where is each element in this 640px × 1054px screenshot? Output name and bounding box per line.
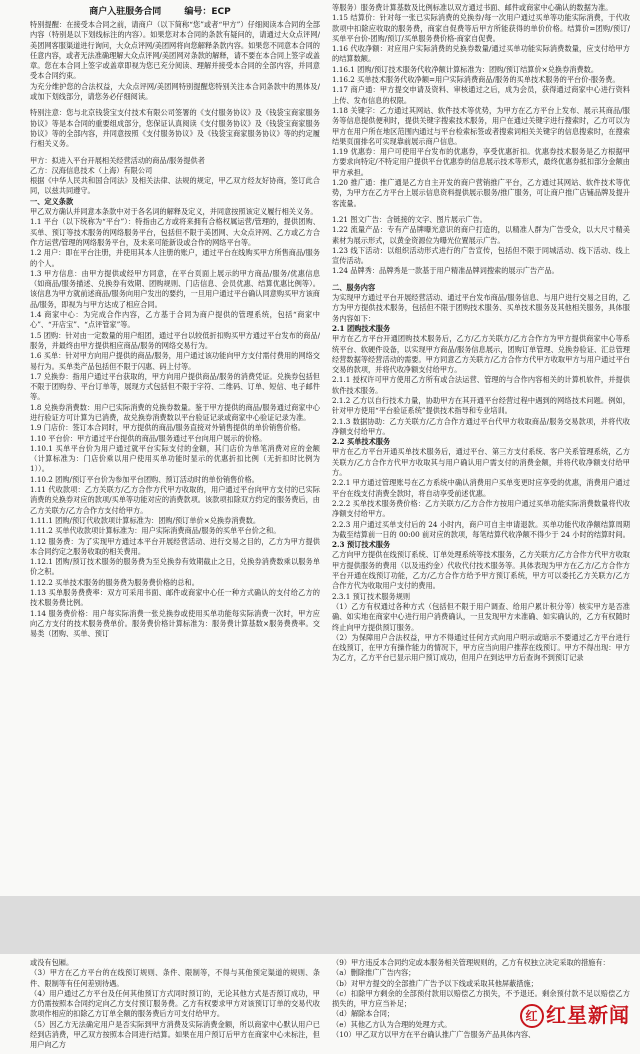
contract-paragraph: 1.2 用户：即在平台注册，并使用其本人注册的账户，通过平台在线购买甲方所售商品/服务的个人。 — [30, 248, 320, 268]
contract-paragraph: 特别提醒：在接受本合同之前，请商户（以下简称“您”或者“甲方”）仔细阅读本合同的全部内容（特别是以下划线标注的内容）。如果您对本合同的条款有疑问的，请通过大众点评网/美团网客服渠道进行询问，大众点评网/美团网将向您解释条款内容。如果您不同意本合同的任意内容，或者无法准确理解大众点评网/美团网对条款的解释，请不要在本合同上签字或盖章。您在本合同上签字或盖章即视为您已充分阅读、理解并接受本合同的全部内容，并同意受本合同约束。 — [30, 20, 320, 81]
contract-paragraph: 2.3.1 预订技术服务规则 — [332, 591, 411, 601]
contract-paragraph: 甲方在乙方平台开通团购技术服务后，乙方/乙方关联方/乙方合作方为甲方提供商家中心等系统平台、软硬件设备，以实现甲方商品/服务信息展示，团购订单管理、兑换券验证、汇总管理经营数据等经营活动的需要。甲方同意乙方关联方/乙方合作方代甲方收取甲方与用户通过平台交易的款项，并将代收净额支付给甲方。 — [332, 334, 630, 375]
contract-paragraph: 2.2 买单技术服务 — [332, 437, 391, 447]
contract-paragraph: 1.9 门店价：签订本合同时，甲方提供的商品/服务直接对外销售提供的单价销售价格。 — [30, 423, 305, 433]
contract-paragraph: （1）乙方有权通过各种方式（包括但不限于用户调查、给用户累计积分等）核实甲方是否准确、如实地在商家中心进行用户消费确认，一旦发现甲方未准确、如实确认的，乙方有权随时终止向甲方提供预订服务。 — [332, 601, 630, 632]
page1-right-column — [332, 3, 630, 893]
contract-paragraph: 1.24 品牌秀：品牌秀是一款基于用户精准品牌词搜索的展示广告产品。 — [332, 266, 559, 276]
contract-paragraph: 1.12 服务费：为了实现甲方通过本平台开展经营活动、进行交易之目的，乙方为甲方提供本合同约定之服务收取的相关费用。 — [30, 536, 320, 556]
contract-paragraph: 1.13 买单服务费费率：双方可采用书面、邮件或商家中心任一种方式确认的支付给乙方的技术服务费比例。 — [30, 588, 320, 608]
contract-paragraph: 1.23 线下活动：以组织活动形式进行的广告宣传，包括但不限于同城活动、线下活动、线上宣传活动。 — [332, 245, 630, 266]
contract-paragraph: 1.4 商家中心：为完成合作内容，乙方基于合同为商户提供的管理系统，包括“商家中心”、“开店宝”、“点评管家”等。 — [30, 310, 320, 330]
contract-paragraph: 1.7 兑换券：指用户通过平台获取的，甲方向用户提供商品/服务的消费凭证。兑换券包括但不限于团购券、平台订单等，展现方式包括但不限于字符、二维码、订单、短信、电子邮件等。 — [30, 371, 320, 402]
contract-paragraph: 1.1 平台（以下统称为“平台”）：特指由乙方或将来拥有合格权属运营/管理的，提供团购、买单、预订等技术服务的网络服务平台，包括但不限于美团网、大众点评网、乙方或乙方合作方运营/管理的网络服务平台，及未来可能新设或合作的网络平台等。 — [30, 217, 320, 247]
contract-paragraph: 1.5 团购：针对由一定数量的用户组团，通过平台以较低折扣购买甲方通过平台发布的商品/服务，并最终由甲方提供相应商品/服务的网络交易行为。 — [30, 330, 320, 350]
contract-paragraph: （9）甲方违反本合同约定或本服务相关管理规则的，乙方有权独立决定采取的措施有： — [332, 958, 610, 967]
contract-paragraph: 1.19 优惠券：用户可使用平台发布的优惠券，享受优惠折扣。优惠券技术服务是乙方根据甲方要求向特定/不特定用户提供平台优惠券的信息展示技术等形式，最终优惠券抵扣部分金额由甲方承担。 — [332, 147, 630, 177]
contract-paragraph: 或没有包厢。 — [30, 958, 74, 967]
page2-left-column — [30, 958, 320, 1054]
contract-paragraph: 1.16.1 团购/预订技术服务代收净额计算标准为：团购/预订结算价×兑换券消费数。 — [332, 64, 599, 74]
contract-paragraph: 等服务）服务费计算基数及比例标准以双方通过书面、邮件或商家中心确认的数据为准。 — [332, 3, 613, 12]
contract-paragraph: 2.2.2 买单技术服务费价格：乙方关联方/乙方合作方按用户通过买单功能实际消费数量将代收净额支付给甲方。 — [332, 498, 630, 519]
document-header — [10, 4, 310, 17]
contract-paragraph: 1.17 商户通：甲方提交申请及资料、审核通过之后，成为会员，获得通过商家中心进行资料上传、发布信息的权限。 — [332, 85, 630, 105]
contract-paragraph: 2.1.1 授权许可甲方使用乙方所有或合法运营、管理的与合作内容相关的计算机软件，并提供软件技术服务。 — [332, 375, 630, 395]
contract-paragraph: 为实现甲方通过平台开展经营活动、通过平台发布商品/服务信息、与用户进行交易之目的，乙方为甲方提供技术服务，包括但不限于团购技术服务、买单技术服务及其他相关服务，具体服务内容如下： — [332, 293, 630, 323]
contract-paragraph: 1.3 甲方信息：由甲方提供或经甲方同意，在平台页面上展示的甲方商品/服务/优惠信息（如商品/服务描述、兑换券有效期、团购规则、门店信息、会员优惠、结算优惠比例等）。该信息为甲方就前述商品/服务向用户发出的要约，一旦用户通过平台确认同意购买甲方该商品/服务，即视为与甲方达成了相应合同。 — [30, 268, 320, 309]
contract-paragraph: 1.16 代收净额：对应用户实际消费的兑换券数量/通过买单功能实际消费数量，应支付给甲方的结算数额。 — [332, 44, 630, 64]
contract-paragraph: 1.18 关键字：乙方通过其网站、软件技术等优势，为甲方在乙方平台上发布、展示其商品/服务等信息提供便利时，提供关键字搜索技术服务，用户在通过关键字进行搜索时，乙方可以为甲方在用户所在地区范围内通过与平台检索标签或者搜索词相关关键字的信息搜索时，在搜索结果页面排名可实现靠前展示商户信息。 — [332, 105, 630, 146]
contract-paragraph: （2）为保障用户合法权益，甲方不得通过任何方式向用户明示或暗示不要通过乙方平台进行在线预订，在甲方有操作能力的情况下，甲方应当向用户推荐在线预订。甲方不得出现：甲方为乙方，乙方平台已显示用户预订成功，但用户在到达甲方后查询不到预订记录 — [332, 632, 630, 663]
contract-number: 编号：ECP — [184, 7, 231, 17]
watermark-logo-icon: 红 — [520, 1004, 544, 1028]
contract-paragraph: 1.11.2 买单代收款项计算标准为：用户实际消费商品/服务的买单平台价之和。 — [30, 526, 281, 536]
contract-paragraph: 1.8 兑换券消费数：用户已实际消费的兑换券数量。鉴于甲方提供的商品/服务通过商家中心进行验证方可计算为已消费，故兑换券消费数以平台验证记录或商家中心验证记录为准。 — [30, 402, 320, 422]
contract-paragraph: 一、定义条款 — [30, 196, 74, 206]
contract-paragraph: 1.21 图文广告：含链接的文字、图片展示广告。 — [332, 214, 487, 224]
contract-title: 商户入驻服务合同 — [89, 7, 162, 17]
contract-paragraph: 1.10.1 买单平台价为用户通过就平台实际支付的金额，其门店价为单笔消费对应的金额（计算标准为：门店价乘以用户使用买单功能时显示的优惠折扣比例（无折扣时比例为 1））。 — [30, 443, 320, 474]
contract-paragraph: 1.6 买单：针对甲方向用户提供的商品/服务，用户通过该功能向甲方支付需付费用的网络交易行为。买单类产品包括但不限于闪惠、码上付等。 — [30, 351, 320, 371]
contract-paragraph: （a）删除推广广告内容； — [332, 968, 416, 978]
page1-left-column — [30, 20, 320, 893]
contract-paragraph: 甲乙双方确认并同意本条款中对于各名词的解释及定义，并同意按照该定义履行相关义务。 — [30, 207, 318, 217]
news-watermark — [520, 999, 630, 1029]
contract-paragraph: 1.20 推广通：推广通是乙方自主开发的商户营销推广平台，乙方通过其网站、软件技术等优势，为甲方在乙方平台上展示信息资料提供展示服务/推广服务，可让商户推广店铺品牌及提升客流量。 — [332, 178, 630, 208]
page-gap — [0, 896, 640, 954]
contract-paragraph: 1.15 结算价：针对每一张已实际消费的兑换券/每一次用户通过买单等功能实际消费，于代收款项中扣除应收取的服务费，商家自促费等后甲方所能获得的单价价格。结算价=团购/预订/买单平台价-团购/预订/买单服务费价格-商家自促费。 — [332, 13, 630, 43]
contract-paragraph: 1.16.2 买单技术服务代收净额=用户实际消费商品/服务的买单技术服务的平台价-服务费。 — [332, 75, 620, 85]
contract-paragraph: 1.14 服务费价格：用户每实际消费一张兑换券或使用买单功能每实际消费一次时，甲方应向乙方支付的技术服务费单价。服务费价格计算标准为：服务费计算基数×服务费费率。交易类（团购、买单、预订 — [30, 608, 320, 639]
contract-paragraph: 2.1.2 乙方以自行技术力量，协助甲方在其开通平台经营过程中遇到的网络技术问题。例如，针对甲方使用“平台验证系统”提供技术指导和专业培训。 — [332, 395, 630, 416]
contract-paragraph: 为充分维护您的合法权益，大众点评网/美团网特别提醒您特别关注本合同条款中的黑体及/或加下划线部分，请您务必仔细阅读。 — [30, 81, 320, 102]
contract-paragraph: 2.1 团购技术服务 — [332, 323, 391, 333]
contract-paragraph: 甲方：拟进入平台开展相关经营活动的商品/服务提供者 — [30, 155, 205, 165]
contract-paragraph: 2.3 预订技术服务 — [332, 540, 391, 550]
contract-paragraph: 特别注意：您与北京钱袋宝支付技术有限公司签署的《支付服务协议》及《钱袋宝商家服务协议》等是本合同的重要组成部分，您保证认真阅读《支付服务协议》及《钱袋宝商家服务协议》等的全部内容，并同意按照《支付服务协议》及《钱袋宝商家服务协议》等的约定履行相关义务。 — [30, 108, 320, 149]
contract-paragraph: （10）甲乙双方以甲方在平台确认推广广告服务产品具体内容、 — [332, 1030, 536, 1040]
contract-paragraph: 2.1.3 数据协助：乙方关联方/乙方合作方通过平台代甲方收取商品/服务交易款项，并将代收净额支付给甲方。 — [332, 416, 630, 436]
contract-paragraph: （e）其他乙方认为合理的处理方式。 — [332, 1019, 452, 1029]
contract-paragraph: 1.12.1 团购/预订技术服务的服务费为至兑换券有效期截止之日，兑换券消费数乘以服务单价之积。 — [30, 557, 320, 577]
contract-paragraph: 1.10 平台价：甲方通过平台提供的商品/服务通过平台向用户展示的价格。 — [30, 433, 267, 443]
contract-paragraph: （b）对甲方提交的全部推广广告予以下线或采取其他屏蔽措施； — [332, 978, 538, 988]
contract-paragraph: 二、服务内容 — [332, 282, 376, 292]
contract-paragraph: （d）解除本合同； — [332, 1009, 395, 1019]
contract-paragraph: 1.11 代收款项：乙方关联方/乙方合作方代甲方收取的，用户通过平台向甲方支付的已实际消费的兑换券对应的款项/买单等功能对应的消费款项。该款项扣除双方约定的服务费后，由乙方关联方/乙方合作方支付给甲方。 — [30, 485, 320, 515]
contract-paragraph: （5）因乙方无法确定用户是否实际到甲方消费及实际消费金额，所以商家中心默认用户已经到店消费，甲乙双方按照本合同进行结算。如果在用户预订后甲方在商家中心未标注，但用户向乙方 — [30, 1019, 320, 1050]
contract-paragraph: （4）用户通过乙方平台及任何其他预订方式同时预订的，无论其他方式是否预订成功，甲方仍需按照本合同约定向乙方支付预订服务费。乙方有权要求甲方对该预订订单的交易代收款项作相应的扣除乙方订单全额的服务费后方可支付给甲方。 — [30, 988, 320, 1019]
contract-paragraph: 1.12.2 买单技术服务的服务费为服务费价格的总和。 — [30, 577, 199, 587]
contract-paragraph: 乙方向甲方提供在线预订系统、订单处理系统等技术服务，乙方关联方/乙方合作方代甲方收取甲方提供服务的费用（以及违约金）代收代付技术服务等。具体表现为甲方在乙方/乙方合作方平台开通在线预订功能，乙方/乙方合作方给予甲方预订系统，甲方可以委托乙方关联方/乙方合作方代为收取用户支付的费用。 — [332, 550, 630, 591]
contract-paragraph: 2.2.1 甲方通过管理账号在乙方系统中确认消费用户买单变更时应享受的优惠，消费用户通过平台在线支付消费全款时，将自动享受前述优惠。 — [332, 478, 630, 498]
contract-paragraph: 1.11.1 团购/预订代收款项计算标准为：团购/预订单价×兑换券消费数。 — [30, 515, 261, 525]
contract-paragraph: 1.10.2 团购/预订平台价为参加平台团购、预订活动时的单份销售价格。 — [30, 474, 259, 484]
contract-paragraph: （3）甲方在乙方平台的在线预订规则、条件、限制等，不得与其他预定渠道的规则、条件、限制等有任何差别待遇。 — [30, 968, 320, 988]
contract-paragraph: 1.22 流量产品：专有产品牌曝光意识的商户打造的，以精准人群为广告受众，以大尺寸精美素材为展示形式，以黄金资源位为曝光位置展示广告。 — [332, 225, 630, 245]
contract-paragraph: 乙方：汉海信息技术（上海）有限公司 — [30, 165, 153, 175]
contract-paragraph: 根据《中华人民共和国合同法》及相关法律、法规的规定，甲乙双方经友好协商，签订此合同，以兹共同遵守。 — [30, 176, 320, 196]
watermark-text: 红星新闻 — [546, 1002, 630, 1027]
contract-paragraph: 2.2.3 用户通过买单支付后的 24 小时内，商户可自主申请退款。买单功能代收净额结算周期为截至结算前一日的 00:00 前对应的款项，每笔结算代收净额不得少于 24 小时的结算时间。 — [332, 519, 630, 539]
contract-paragraph: （c）扣除甲方剩余的全部预付款用以赔偿乙方损失，不予退还。剩余预付款不足以赔偿乙方损失的，甲方应当补足； — [332, 988, 630, 1009]
contract-paragraph: 甲方在乙方平台开通买单技术服务后，通过平台、第三方支付系统、客户关系管理系统，乙方关联方/乙方合作方代甲方收取其与用户确认用户需支付的消费金额，并将代收净额支付给甲方。 — [332, 447, 630, 478]
